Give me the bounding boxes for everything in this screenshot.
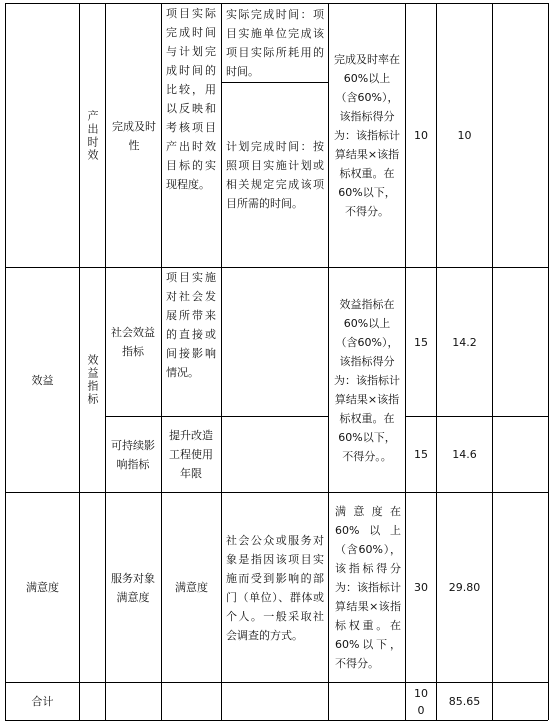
level3-completion-timeliness: 完成及时性 <box>112 119 156 152</box>
total-label: 合计 <box>31 695 54 708</box>
level2-service-satisfaction: 服务对象满意度 <box>111 571 155 604</box>
level1-satisfaction: 满意度 <box>26 581 59 594</box>
total-score: 85.65 <box>448 695 481 708</box>
definition-sustainable-impact: 提升改造工程使用年限 <box>169 429 213 480</box>
weight-output-timeliness: 10 <box>414 129 428 142</box>
scoring-satisfaction: 满意度在60%以上（含60%），该指标得分为：该指标计算结果×该指标权重。在60%以下，不得分。 <box>335 505 401 670</box>
level3-sustainable-impact: 可持续影响指标 <box>111 438 155 471</box>
score-sustainable-impact: 14.6 <box>452 448 477 461</box>
level3-social-benefit: 社会效益指标 <box>111 326 155 358</box>
level3-satisfaction: 满意度 <box>175 581 208 594</box>
level1-benefit: 效益 <box>31 373 54 387</box>
definition-social-benefit: 项目实施对社会发展所带来的直接或间接影响情况。 <box>166 271 216 379</box>
note-planned-completion: 计划完成时间：按照项目实施计划或相关规定完成该项目所需的时间。 <box>226 140 324 210</box>
definition-output-timeliness: 项目实际完成时间与计划完成时间的比较，用以反映和考核项目产出时效目标的实现程度。 <box>166 7 216 191</box>
scoring-output-timeliness: 完成及时率在60%以上（含60%），该指标得分为：该指标计算结果×该指标权重。在60%以下，不得分。 <box>334 53 400 218</box>
score-satisfaction: 29.80 <box>448 581 481 594</box>
weight-social-benefit: 15 <box>414 335 428 349</box>
note-actual-completion: 实际完成时间：项目实施单位完成该项目实际所耗用的时间。 <box>226 8 324 78</box>
level2-output-timeliness: 产出时效 <box>86 109 99 162</box>
level2-benefit-indicator: 效益指标 <box>86 354 99 406</box>
scoring-benefit: 效益指标在60%以上（含60%），该指标得分为：该指标计算结果×该指标权重。在60%以下，不得分。。 <box>334 297 400 463</box>
weight-satisfaction: 30 <box>414 581 428 594</box>
note-satisfaction: 社会公众或服务对象是指因该项目实施而受到影响的部门（单位）、群体或个人。一般采取社会调查的方式。 <box>226 533 324 642</box>
total-weight: 100 <box>414 686 428 717</box>
weight-sustainable-impact: 15 <box>414 448 428 461</box>
score-output-timeliness: 10 <box>457 129 472 142</box>
score-social-benefit: 14.2 <box>452 335 477 349</box>
